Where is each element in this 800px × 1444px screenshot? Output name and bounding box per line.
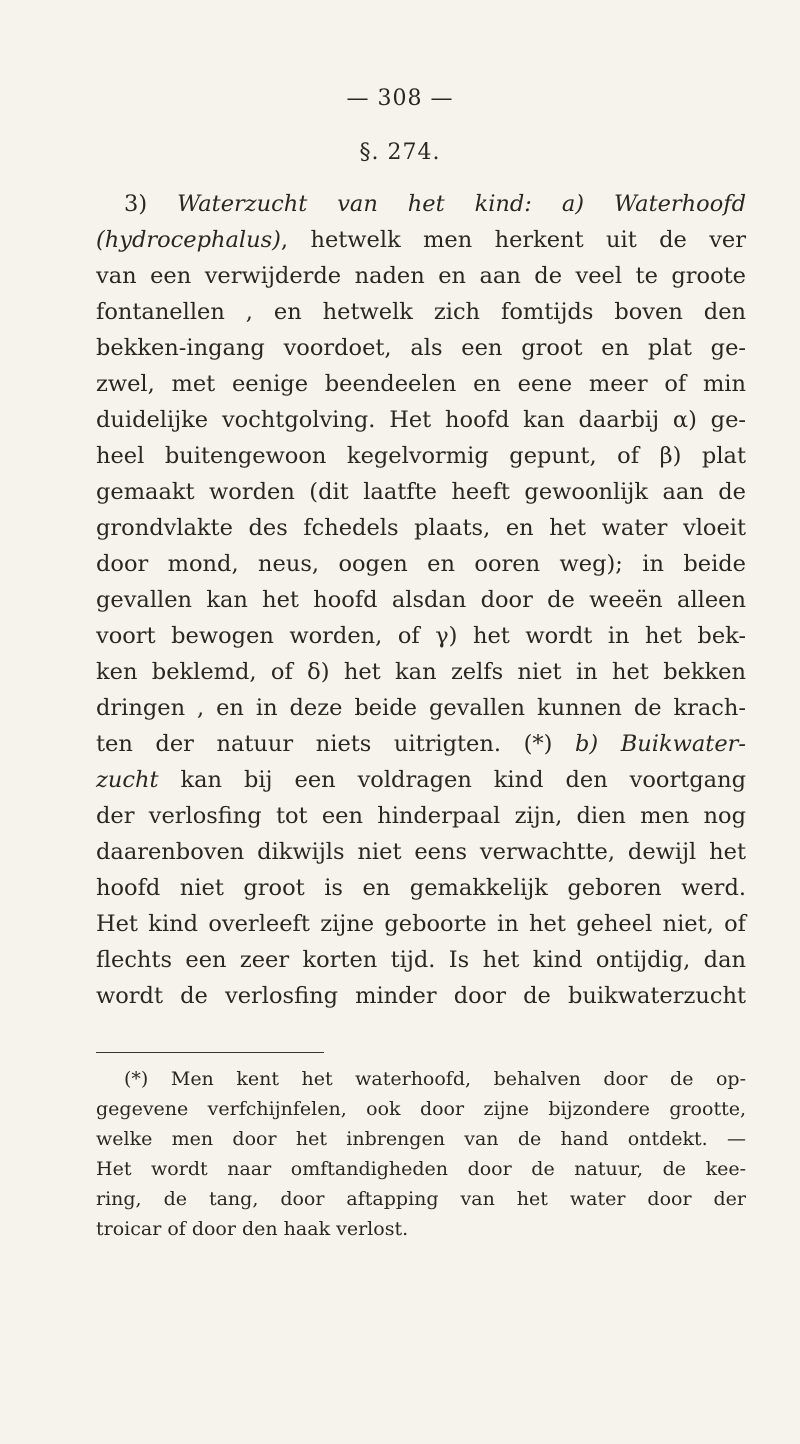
text-line	[96, 366, 746, 402]
footnote-line: welke men door het inbrengen van de hand ontdekt. —	[96, 1128, 746, 1150]
italic-span: b) Buikwater-	[575, 731, 747, 757]
text-span: door mond, neus, oogen en ooren weg); in beide	[96, 551, 746, 577]
text-span: daarenboven dikwijls niet eens verwachtte, dewijl het	[96, 839, 746, 865]
text-span: hoofd niet groot is en gemakkelijk geboren werd.	[96, 875, 746, 901]
footnote-line: troicar of door den haak verlost.	[96, 1218, 409, 1240]
footnote-line: Het wordt naar omftandigheden door de natuur, de kee-	[96, 1158, 746, 1180]
page-number: — 308 —	[346, 86, 454, 111]
text-line	[96, 834, 746, 870]
text-span: gevallen kan het hoofd alsdan door de weeën alleen	[96, 587, 746, 613]
italic-span: Waterzucht van het kind: a) Waterhoofd	[177, 191, 746, 217]
text-line	[96, 798, 746, 834]
text-line	[96, 186, 746, 222]
text-span: van een verwijderde naden en aan de veel te groote	[96, 263, 746, 289]
text-span: wordt de verlosfing minder door de buikwaterzucht	[96, 983, 746, 1009]
text-line	[96, 402, 746, 438]
text-span: zwel, met eenige beendeelen en eene meer of min	[96, 371, 746, 397]
text-line	[96, 438, 746, 474]
text-line	[96, 330, 746, 366]
text-line	[96, 582, 746, 618]
text-span: heel buitengewoon kegelvormig gepunt, of β) plat	[96, 443, 746, 469]
text-span: dringen , en in deze beide gevallen kunnen de krach-	[96, 695, 746, 721]
footnote-line: (*) Men kent het waterhoofd, behalven door de op-	[124, 1068, 746, 1090]
text-line	[96, 258, 746, 294]
text-span: , hetwelk men herkent uit de ver	[280, 227, 746, 253]
text-line	[96, 510, 746, 546]
footnote	[96, 1064, 746, 1244]
text-span: grondvlakte des fchedels plaats, en het water vloeit	[96, 515, 746, 541]
text-line	[96, 474, 746, 510]
text-span: bekken-ingang voordoet, als een groot en plat ge-	[96, 335, 746, 361]
text-line	[96, 690, 746, 726]
text-span: gemaakt worden (dit laatfte heeft gewoonlijk aan de	[96, 479, 746, 505]
text-line	[96, 870, 746, 906]
main-paragraph	[96, 186, 746, 1014]
text-span: fontanellen , en hetwelk zich fomtijds boven den	[96, 299, 746, 325]
text-span: der verlosfing tot een hinderpaal zijn, dien men nog	[96, 803, 746, 829]
text-span: flechts een zeer korten tijd. Is het kind ontijdig, dan	[96, 947, 746, 973]
text-span: ten der natuur niets uitrigten. (*)	[96, 731, 575, 757]
text-line	[96, 618, 746, 654]
text-line	[96, 546, 746, 582]
text-line	[96, 222, 746, 258]
text-span: duidelijke vochtgolving. Het hoofd kan daarbij α) ge-	[96, 407, 746, 433]
text-line	[96, 654, 746, 690]
italic-span: (hydrocephalus)	[96, 227, 281, 253]
text-line	[96, 294, 746, 330]
footnote-line: ring, de tang, door aftapping van het water door der	[96, 1188, 746, 1210]
section-heading: §. 274.	[359, 140, 441, 165]
text-line	[96, 762, 746, 798]
text-span: voort bewogen worden, of γ) het wordt in het bek-	[96, 623, 746, 649]
text-line	[96, 942, 746, 978]
text-line	[96, 978, 746, 1014]
text-span: 3)	[124, 191, 178, 217]
italic-span: zucht	[96, 767, 159, 793]
text-span: Het kind overleeft zijne geboorte in het geheel niet, of	[96, 911, 746, 937]
text-line	[96, 726, 746, 762]
footnote-line: gegevene verfchijnfelen, ook door zijne bijzondere grootte,	[96, 1098, 746, 1120]
text-line	[96, 906, 746, 942]
footnote-divider	[96, 1052, 324, 1053]
text-span: kan bij een voldragen kind den voortgang	[158, 767, 746, 793]
text-span: ken beklemd, of δ) het kan zelfs niet in het bekken	[96, 659, 746, 685]
